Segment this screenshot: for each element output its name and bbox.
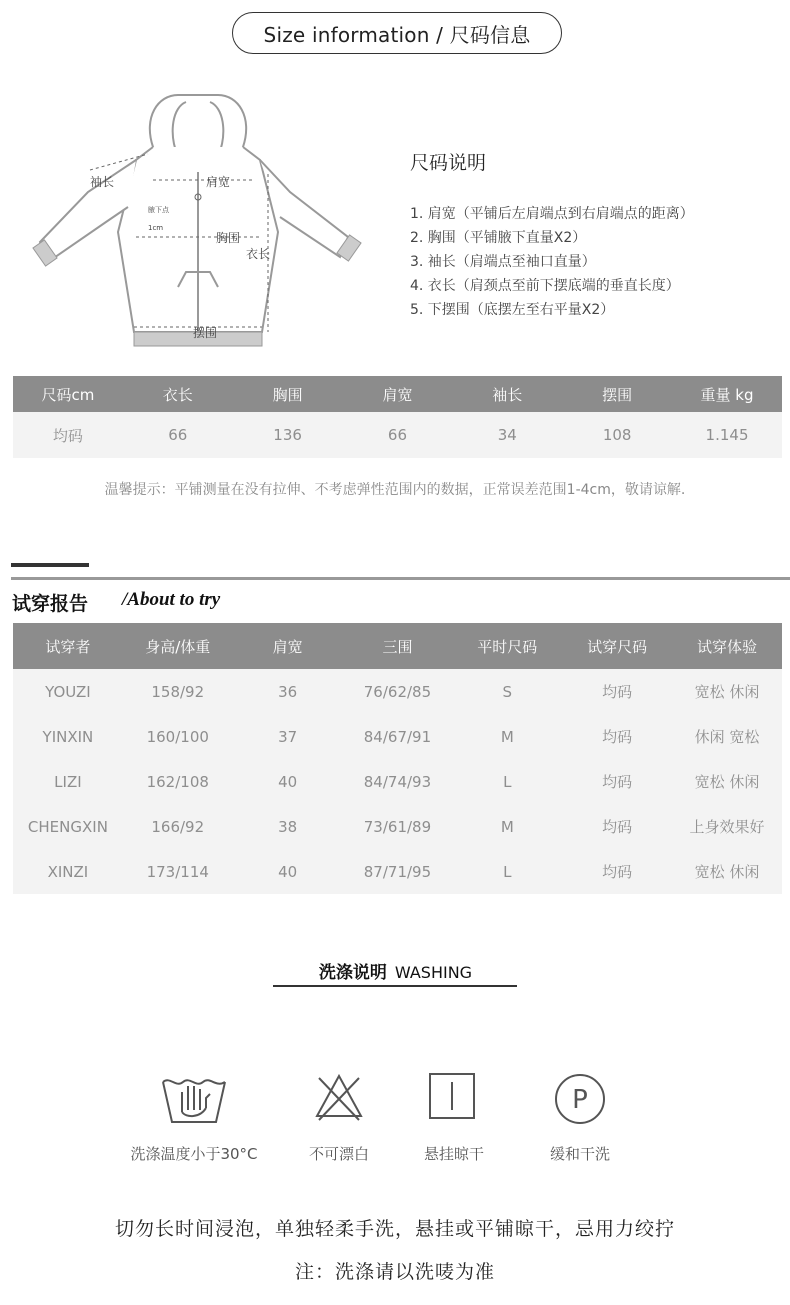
table-cell: 宽松 休闲: [672, 759, 782, 804]
size-note-item: 3. 袖长（肩端点至袖口直量）: [410, 254, 596, 270]
size-information-title: Size information / 尺码信息: [232, 12, 562, 54]
table-cell: 160/100: [123, 714, 233, 759]
table-cell: 1.145: [672, 412, 782, 458]
table-cell: 均码: [562, 714, 672, 759]
try-report-title: 试穿报告: [12, 593, 89, 615]
table-cell: 40: [233, 759, 343, 804]
table-cell: YOUZI: [13, 669, 123, 714]
underarm-note: 腋下点: [148, 206, 169, 214]
section-divider-accent: [11, 563, 89, 567]
table-cell: 均码: [562, 849, 672, 894]
length-label: 衣长: [246, 247, 271, 261]
table-cell: 休闲 宽松: [672, 714, 782, 759]
table-cell: 84/74/93: [343, 759, 453, 804]
table-cell: 73/61/89: [343, 804, 453, 849]
table-cell: 37: [233, 714, 343, 759]
table-cell: 均码: [562, 804, 672, 849]
table-cell: 均码: [13, 412, 123, 458]
hand-wash-label: 洗涤温度小于30°C: [130, 1145, 258, 1163]
table-cell: 173/114: [123, 849, 233, 894]
table-row: [13, 804, 782, 849]
table-cell: 上身效果好: [672, 804, 782, 849]
size-note-item: 1. 肩宽（平铺后左肩端点到右肩端点的距离）: [410, 206, 694, 222]
table-cell: M: [452, 804, 562, 849]
try-table: [13, 623, 782, 894]
table-cell: XINZI: [13, 849, 123, 894]
table-cell: 均码: [562, 759, 672, 804]
table-cell: YINXIN: [13, 714, 123, 759]
table-header-cell: 身高/体重: [123, 623, 233, 669]
table-header-cell: 三围: [343, 623, 453, 669]
washing-instruction: 切勿长时间浸泡，单独轻柔手洗，悬挂或平铺晾干，忌用力绞拧: [114, 1218, 675, 1240]
measurement-tip: 温馨提示：平铺测量在没有拉伸、不考虑弹性范围内的数据，正常误差范围1-4cm，敬请谅解.: [104, 482, 686, 498]
table-header-cell: 摆围: [562, 376, 672, 412]
table-cell: L: [452, 759, 562, 804]
underarm-offset-note: 1cm: [148, 224, 164, 232]
no-bleach-label: 不可漂白: [308, 1145, 369, 1163]
table-cell: 均码: [562, 669, 672, 714]
chest-label: 胸围: [216, 231, 241, 245]
table-cell: 66: [123, 412, 233, 458]
washing-title-en: WASHING: [394, 963, 473, 982]
hem-label: 摆围: [193, 326, 218, 340]
washing-title-underline: [273, 985, 517, 987]
table-cell: 宽松 休闲: [672, 669, 782, 714]
table-cell: 162/108: [123, 759, 233, 804]
garment-diagram: [28, 92, 368, 362]
table-header-cell: 试穿者: [13, 623, 123, 669]
table-cell: 166/92: [123, 804, 233, 849]
size-notes-title: 尺码说明: [410, 152, 487, 174]
try-report-subtitle: /About to try: [122, 589, 221, 610]
table-cell: 36: [233, 669, 343, 714]
table-cell: 108: [562, 412, 672, 458]
table-cell: L: [452, 849, 562, 894]
table-cell: LIZI: [13, 759, 123, 804]
table-cell: S: [452, 669, 562, 714]
hang-dry-icon: [428, 1072, 476, 1120]
table-header-cell: 肩宽: [343, 376, 453, 412]
table-row: [13, 759, 782, 804]
table-cell: 76/62/85: [343, 669, 453, 714]
table-cell: 宽松 休闲: [672, 849, 782, 894]
table-cell: CHENGXIN: [13, 804, 123, 849]
table-header-cell: 试穿尺码: [562, 623, 672, 669]
dry-clean-label: 缓和干洗: [549, 1145, 610, 1163]
table-cell: 38: [233, 804, 343, 849]
section-divider: [11, 577, 790, 580]
table-cell: M: [452, 714, 562, 759]
dry-clean-symbol: P: [572, 1085, 588, 1115]
table-row: [13, 412, 782, 458]
hang-dry-label: 悬挂晾干: [423, 1145, 484, 1163]
table-header-cell: 衣长: [123, 376, 233, 412]
table-row: [13, 849, 782, 894]
table-cell: 87/71/95: [343, 849, 453, 894]
washing-note: 注：洗涤请以洗唛为准: [294, 1261, 495, 1283]
size-note-item: 5. 下摆围（底摆左至右平量X2）: [410, 302, 615, 318]
hand-wash-30-icon: [160, 1072, 228, 1128]
table-cell: 34: [452, 412, 562, 458]
table-header-cell: 重量 kg: [672, 376, 782, 412]
dry-clean-p-icon: [553, 1072, 607, 1126]
size-note-item: 4. 衣长（肩颈点至前下摆底端的垂直长度）: [410, 278, 680, 294]
table-header-cell: 胸围: [233, 376, 343, 412]
table-cell: 84/67/91: [343, 714, 453, 759]
sleeve-label: 袖长: [90, 175, 115, 189]
table-header-cell: 试穿体验: [672, 623, 782, 669]
size-note-item: 2. 胸围（平铺腋下直量X2）: [410, 230, 587, 246]
size-notes-list: [410, 202, 694, 322]
size-table: [13, 376, 782, 458]
table-cell: 66: [343, 412, 453, 458]
table-cell: 40: [233, 849, 343, 894]
table-row: [13, 669, 782, 714]
table-header-cell: 平时尺码: [452, 623, 562, 669]
table-header-cell: 袖长: [452, 376, 562, 412]
table-row: [13, 714, 782, 759]
table-cell: 158/92: [123, 669, 233, 714]
washing-title: [274, 958, 517, 983]
washing-title-cn: 洗涤说明: [318, 963, 387, 983]
table-cell: 136: [233, 412, 343, 458]
size-table-header: [13, 376, 782, 412]
shoulder-label: 肩宽: [206, 175, 231, 189]
try-table-header: [13, 623, 782, 669]
table-header-cell: 肩宽: [233, 623, 343, 669]
no-bleach-icon: [313, 1072, 365, 1122]
table-header-cell: 尺码cm: [13, 376, 123, 412]
